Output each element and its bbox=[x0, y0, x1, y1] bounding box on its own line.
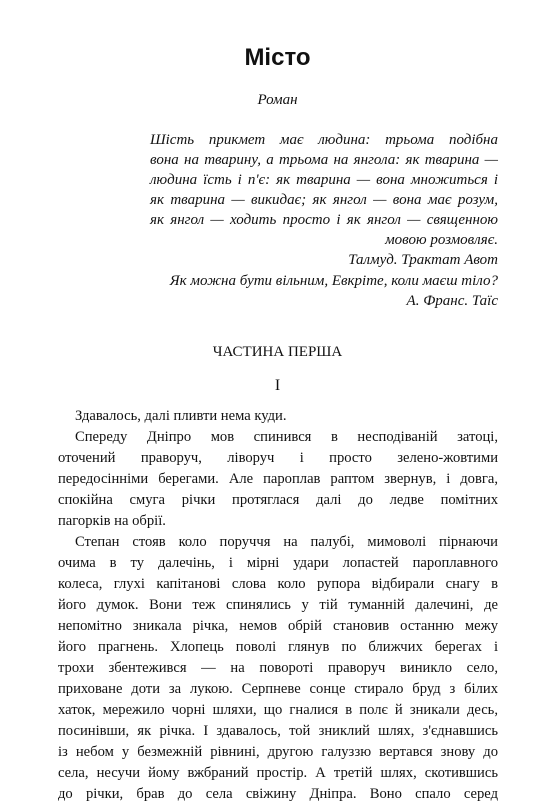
text-line: пагорків на обрії. bbox=[58, 513, 166, 529]
epigraph-attribution: А. Франс. Таїс bbox=[406, 293, 498, 309]
book-subtitle: Роман bbox=[257, 92, 298, 108]
text-line: його прагнень. Хлопець поволі глянув по ближчих берегах і bbox=[58, 639, 498, 655]
part-heading: ЧАСТИНА ПЕРША bbox=[212, 344, 343, 360]
paragraph bbox=[58, 532, 498, 805]
text-line: посинівши, як річка. І здавалось, той зниклий шлях, з'єднавшись bbox=[58, 723, 498, 739]
text-line: хаток, мережило чорні шляхи, що гналися в полє й зникали десь, bbox=[58, 702, 498, 718]
text-line: його думок. Вони теж спинялись у тій туманній далечині, де bbox=[58, 597, 498, 613]
text-line: Степан стояв коло поруччя на палубі, мимоволі пірнаючи bbox=[75, 534, 498, 550]
paragraph bbox=[58, 427, 498, 532]
epigraph-line: вона на тварину, а трьома на янгола: як тварина — bbox=[150, 152, 498, 168]
text-line: спокійна смуга річки протяглася далі до ледве помітних bbox=[58, 492, 498, 508]
text-line: села, несучи йому вжбраний простір. А третій шлях, скотившись bbox=[58, 765, 498, 781]
text-line: приховане доти за лукою. Серпневе сонце стирало бруд з білих bbox=[58, 681, 498, 697]
epigraph-france bbox=[150, 271, 498, 311]
text-line: очима в ту далечінь, і мірні удари лопастей пароплавного bbox=[58, 555, 498, 571]
paragraph bbox=[58, 406, 498, 427]
epigraph-line: Як можна бути вільним, Евкріте, коли маєш тіло? bbox=[169, 273, 498, 289]
epigraph-line: Шість прикмет має людина: трьома подібна bbox=[150, 132, 498, 148]
text-line: оточений праворуч, ліворуч і просто зелено-жовтими bbox=[58, 450, 498, 466]
chapter-body-text bbox=[58, 406, 498, 805]
text-line: передосінніми берегами. Але пароплав раптом звернув, і довга, bbox=[58, 471, 498, 487]
text-line: колеса, глухі капітанові слова коло рупора відбирали снагу в bbox=[58, 576, 498, 592]
chapter-heading: І bbox=[274, 377, 281, 394]
book-title: Місто bbox=[244, 44, 311, 71]
epigraph-line: людина їсть і п'є: як тварина — вона множиться і bbox=[150, 172, 498, 188]
epigraph-talmud bbox=[150, 130, 498, 270]
epigraph-line: як янгол — ходить просто і як янгол — священною bbox=[150, 212, 498, 228]
text-line: Здавалось, далі пливти нема куди. bbox=[75, 408, 287, 424]
epigraph-line: мовою розмовляє. bbox=[385, 232, 498, 248]
text-line: трохи збентежився — на повороті праворуч виникло село, bbox=[58, 660, 498, 676]
text-line: Спереду Дніпро мов спинився в несподіваній затоці, bbox=[75, 429, 498, 445]
text-line: до річки, брав до села свіжину Дніпра. Воно спало серед bbox=[58, 786, 498, 802]
epigraph-attribution: Талмуд. Трактат Авот bbox=[348, 252, 498, 268]
epigraph-line: як тварина — викидає; як янгол — вона має розум, bbox=[150, 192, 498, 208]
text-line: непомітно зникала річка, немов обрій становив останню межу bbox=[58, 618, 498, 634]
text-line: із небом у безмежній рівнині, другою галуззю вертався знову до bbox=[58, 744, 498, 760]
